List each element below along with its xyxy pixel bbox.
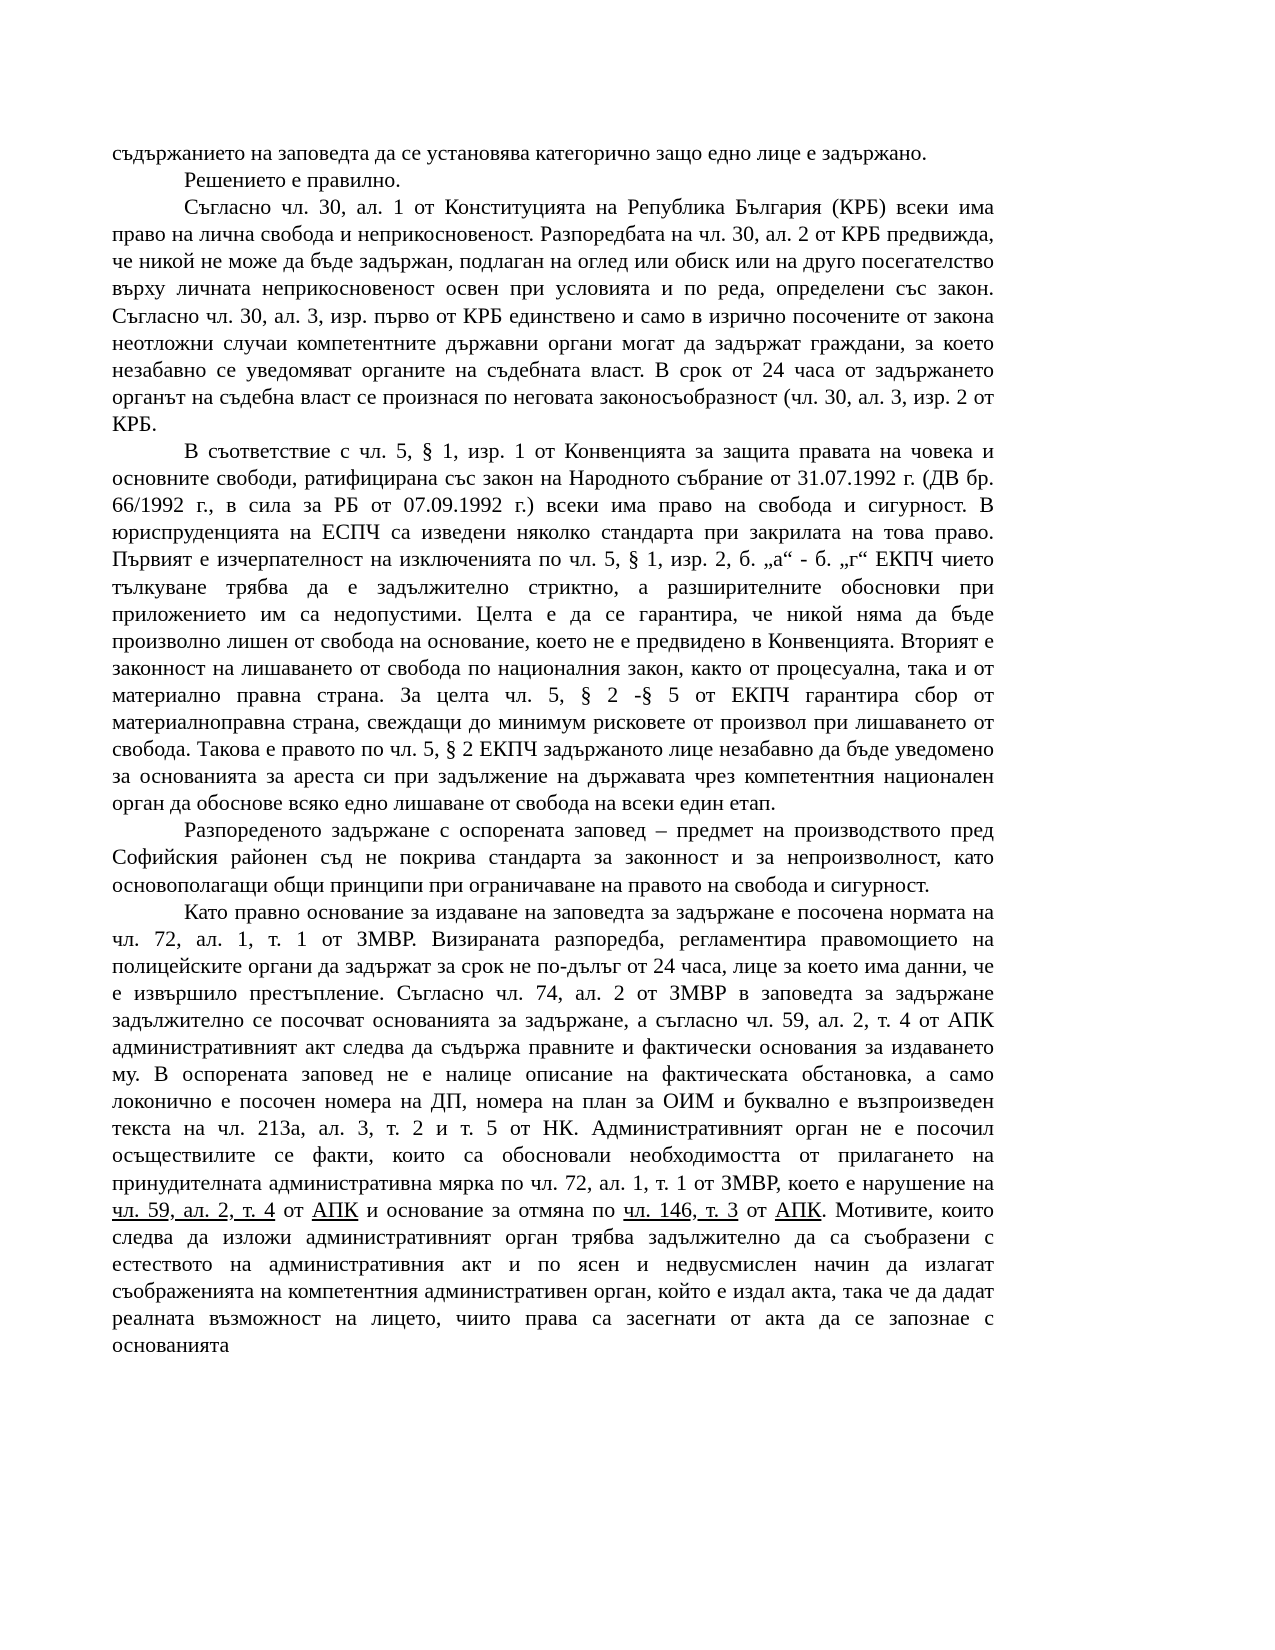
law-reference-link[interactable]: АПК <box>311 1196 359 1222</box>
paragraph-6-text-e: . Мотивите, които следва да изложи административният орган трябва задължително да са съобразени с естеството на административния акт и по ясен и недвусмислен начин да излагат съображенията на компетентния административен орган, който е издал акта, така че да дадат реалната възможност на лицето, чиито права са засегнати от акта да се запознае с основанията <box>112 1196 995 1358</box>
paragraph-3: Съгласно чл. 30, ал. 1 от Конституцията на Република България (КРБ) всеки има право на лична свобода и неприкосновеност. Разпоредбата на чл. 30, ал. 2 от КРБ предвижда, че никой не може да бъде задържан, подлаган на оглед или обиск или на друго посегателство върху личната неприкосновеност освен при условията и по реда, определени със закон. Съгласно чл. 30, ал. 3, изр. първо от КРБ единствено и само в изрично посочените от закона неотложни случаи компетентните държавни органи могат да задържат граждани, за което незабавно се уведомяват органите на съдебната власт. В срок от 24 часа от задържането органът на съдебна власт се произнася по неговата законосъобразност (чл. 30, ал. 3, изр. 2 от КРБ. <box>112 194 994 436</box>
law-reference-link[interactable]: чл. 59, ал. 2, т. 4 <box>112 1196 276 1222</box>
paragraph-6-text-d: от <box>746 1196 767 1222</box>
paragraph-6 <box>112 898 994 1359</box>
paragraph-4: В съответствие с чл. 5, § 1, изр. 1 от Конвенцията за защита правата на човека и основните свободи, ратифицирана със закон на Народното събрание от 31.07.1992 г. (ДВ бр. 66/1992 г., в сила за РБ от 07.09.1992 г.) всеки има право на свобода и сигурност. В юриспруденцията на ЕСПЧ са изведени няколко стандарта при закрилата на това право. Първият е изчерпателност на изключенията по чл. 5, § 1, изр. 2, б. „а“ - б. „г“ ЕКПЧ чието тълкуване трябва да е задължително стриктно, а разширителните обосновки при приложението им са недопустими. Целта е да се гарантира, че никой няма да бъде произволно лишен от свобода на основание, което не е предвидено в Конвенцията. Вторият е законност на лишаването от свобода по националния закон, както от процесуална, така и от материално правна страна. За целта чл. 5, § 2 -§ 5 от ЕКПЧ гарантира сбор от материалноправна страна, свеждащи до минимум рисковете от произвол при лишаването от свобода. Такова е правото по чл. 5, § 2 ЕКПЧ задържаното лице незабавно да бъде уведомено за основанията за ареста си при задължение на държавата чрез компетентния национален орган да обоснове всяко едно лишаване от свобода на всеки един етап. <box>112 438 994 816</box>
paragraph-5: Разпореденото задържане с оспорената заповед – предмет на производството пред Софийския районен съд не покрива стандарта за законност и за непроизволност, като основополагащи общи принципи при ограничаване на правото на свобода и сигурност. <box>112 817 994 897</box>
paragraph-6-text-b: от <box>283 1196 304 1222</box>
law-reference-link[interactable]: чл. 146, т. 3 <box>623 1196 739 1222</box>
document-page <box>112 139 994 1358</box>
paragraph-1: съдържанието на заповедта да се установява категорично защо едно лице е задържано. <box>112 140 928 165</box>
paragraph-6-text-a: Като правно основание за издаване на заповедта за задържане е посочена нормата на чл. 72, ал. 1, т. 1 от ЗМВР. Визираната разпоредба, регламентира правомощието на полицейските органи да задържат за срок не по-дълъг от 24 часа, лице за което има данни, че е извършило престъпление. Съгласно чл. 74, ал. 2 от ЗМВР в заповедта за задържане задължително се посочват основанията за задържане, а съгласно чл. 59, ал. 2, т. 4 от АПК административният акт следва да съдържа правните и фактически основания за издаването му. В оспорената заповед не е налице описание на фактическата обстановка, а само локонично е посочен номера на ДП, номера на план за ОИМ и буквално е възпроизведен текста на чл. 213а, ал. 3, т. 2 и т. 5 от НК. Административният орган не е посочил осъществилите се факти, които са обосновали необходимостта от прилагането на принудителната административна мярка по чл. 72, ал. 1, т. 1 от ЗМВР, което е нарушение на <box>112 898 994 1195</box>
paragraph-2: Решението е правилно. <box>184 167 401 193</box>
paragraph-6-text-c: и основание за отмяна по <box>366 1196 616 1222</box>
law-reference-link[interactable]: АПК <box>774 1196 822 1222</box>
